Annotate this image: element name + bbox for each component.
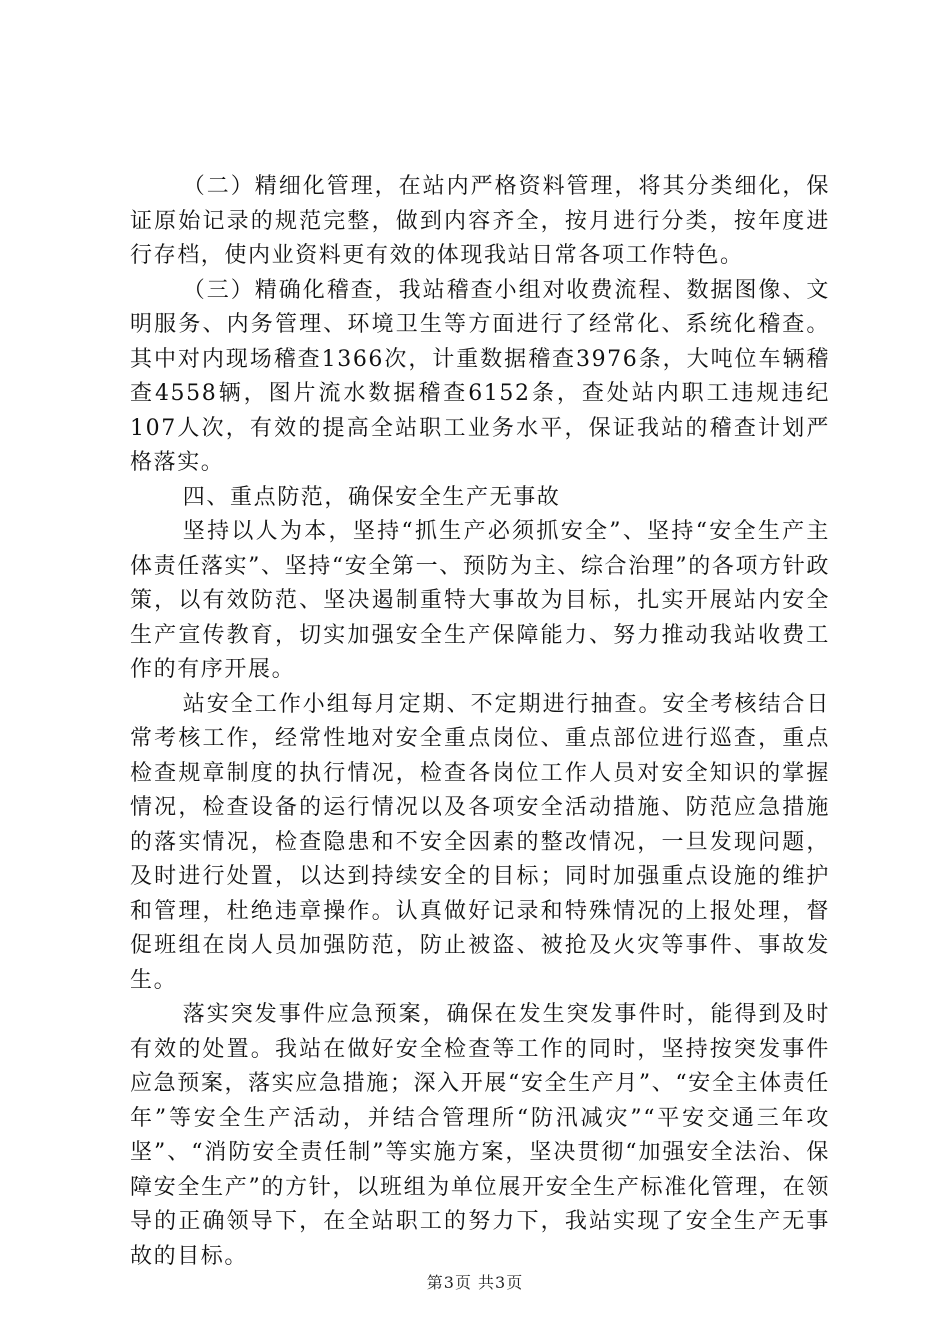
paragraph-safety-principles: 坚持以人为本，坚持“抓生产必须抓安全”、坚持“安全生产主体责任落实”、坚持“安全第一、预防为主、综合治理”的各项方针政策，以有效防范、坚决遏制重特大事故为目标，扎实开展站内安全生产宣传教育，切实加强安全生产保障能力、努力推动我站收费工作的有序开展。 [130,519,830,682]
document-body [130,170,830,1274]
section-heading-safety: 四、重点防范，确保安全生产无事故 [182,484,561,510]
paragraph-emergency-plan: 落实突发事件应急预案，确保在发生突发事件时，能得到及时有效的处置。我站在做好安全检查等工作的同时，坚持按突发事件应急预案，落实应急措施；深入开展“安全生产月”、“安全主体责任年”等安全生产活动，并结合管理所“防汛减灾”“平安交通三年攻坚”、“消防安全责任制”等实施方案，坚决贯彻“加强安全法治、保障安全生产”的方针，以班组为单位展开安全生产标准化管理，在领导的正确领导下，在全站职工的努力下，我站实现了安全生产无事故的目标。 [130,1002,830,1269]
paragraph-safety-inspection: 站安全工作小组每月定期、不定期进行抽查。安全考核结合日常考核工作，经常性地对安全重点岗位、重点部位进行巡查，重点检查规章制度的执行情况，检查各岗位工作人员对安全知识的掌握情况，检查设备的运行情况以及各项安全活动措施、防范应急措施的落实情况，检查隐患和不安全因素的整改情况，一旦发现问题，及时进行处置，以达到持续安全的目标；同时加强重点设施的维护和管理，杜绝违章操作。认真做好记录和特殊情况的上报处理，督促班组在岗人员加强防范，防止被盗、被抢及火灾等事件、事故发生。 [130,691,830,993]
page-footer: 第3页 共3页 [426,1273,524,1292]
paragraph-refined-management: （二）精细化管理，在站内严格资料管理，将其分类细化，保证原始记录的规范完整，做到内容齐全，按月进行分类，按年度进行存档，使内业资料更有效的体现我站日常各项工作特色。 [130,174,830,268]
paragraph-precise-inspection: （三）精确化稽查，我站稽查小组对收费流程、数据图像、文明服务、内务管理、环境卫生等方面进行了经常化、系统化稽查。其中对内现场稽查1366次，计重数据稽查3976条，大吨位车辆稽查4558辆，图片流水数据稽查6152条，查处站内职工违规违纪107人次，有效的提高全站职工业务水平，保证我站的稽查计划严格落实。 [130,277,830,475]
